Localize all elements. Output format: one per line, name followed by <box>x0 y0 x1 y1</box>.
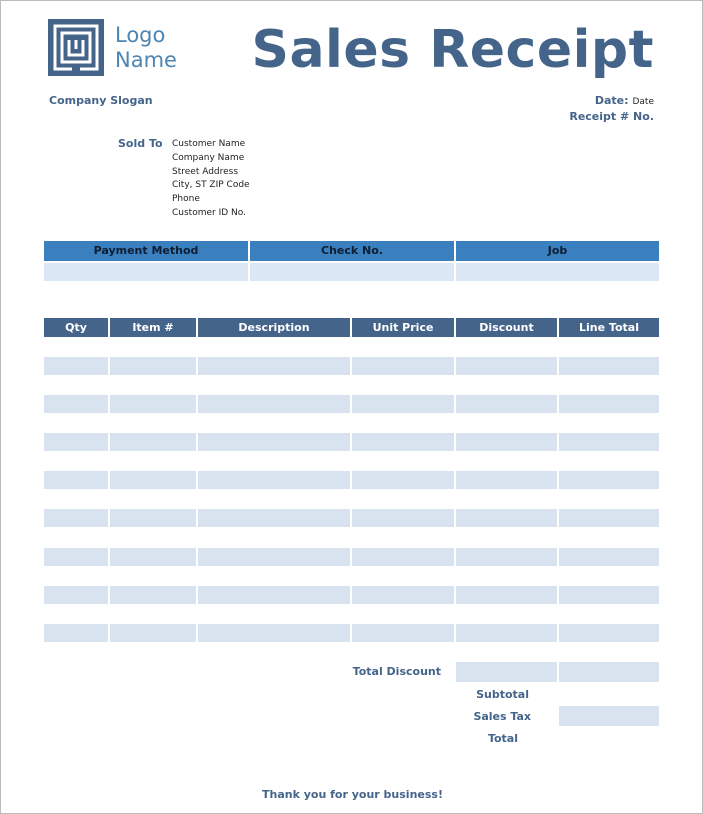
company-slogan: Company Slogan <box>49 94 153 107</box>
discount-cell[interactable] <box>456 548 557 566</box>
qty-header: Qty <box>44 318 108 337</box>
sold-to-label: Sold To <box>118 137 163 150</box>
subtotal-label: Subtotal <box>476 688 529 701</box>
logo-line-1: Logo <box>115 23 166 47</box>
total-label: Total <box>487 732 518 745</box>
description-cell[interactable] <box>198 433 350 451</box>
description-header: Description <box>198 318 350 337</box>
customer-name[interactable]: Customer Name <box>172 139 246 149</box>
description-cell[interactable] <box>198 357 350 375</box>
date-value[interactable]: Date <box>632 97 654 107</box>
check-no-cell[interactable] <box>250 263 454 281</box>
item-number-cell[interactable] <box>110 395 196 413</box>
sold-to-address <box>172 138 250 221</box>
payment-method-cell[interactable] <box>44 263 248 281</box>
qty-cell[interactable] <box>44 357 108 375</box>
description-cell[interactable] <box>198 548 350 566</box>
unit-price-cell[interactable] <box>352 471 454 489</box>
discount-cell[interactable] <box>456 586 557 604</box>
street-address[interactable]: Street Address <box>172 166 239 177</box>
payment-method-header: Payment Method <box>44 241 248 261</box>
discount-cell[interactable] <box>456 357 557 375</box>
date-label: Date: <box>594 94 629 107</box>
company-name[interactable]: Company Name <box>172 152 245 163</box>
receipt-number-label[interactable]: Receipt # No. <box>569 110 654 123</box>
check-no-header: Check No. <box>250 241 454 261</box>
qty-cell[interactable] <box>44 586 108 604</box>
total-discount-line-total-cell[interactable] <box>559 662 659 682</box>
description-cell[interactable] <box>198 471 350 489</box>
description-cell[interactable] <box>198 509 350 527</box>
job-cell[interactable] <box>456 263 659 281</box>
unit-price-header: Unit Price <box>352 318 454 337</box>
line-total-cell[interactable] <box>559 357 659 375</box>
unit-price-cell[interactable] <box>352 548 454 566</box>
item-number-cell[interactable] <box>110 471 196 489</box>
line-total-header: Line Total <box>559 318 659 337</box>
logo-name <box>115 23 177 73</box>
customer-id[interactable]: Customer ID No. <box>172 207 246 218</box>
phone[interactable]: Phone <box>172 194 200 205</box>
discount-cell[interactable] <box>456 624 557 642</box>
item-number-header: Item # <box>110 318 196 337</box>
job-header: Job <box>456 241 659 261</box>
qty-cell[interactable] <box>44 624 108 642</box>
unit-price-cell[interactable] <box>352 509 454 527</box>
item-number-cell[interactable] <box>110 509 196 527</box>
discount-cell[interactable] <box>456 433 557 451</box>
description-cell[interactable] <box>198 586 350 604</box>
unit-price-cell[interactable] <box>352 624 454 642</box>
line-total-cell[interactable] <box>559 509 659 527</box>
thank-you-message: Thank you for your business! <box>262 788 443 801</box>
description-cell[interactable] <box>198 395 350 413</box>
discount-cell[interactable] <box>456 395 557 413</box>
qty-cell[interactable] <box>44 509 108 527</box>
line-total-cell[interactable] <box>559 548 659 566</box>
unit-price-cell[interactable] <box>352 395 454 413</box>
item-number-cell[interactable] <box>110 624 196 642</box>
description-cell[interactable] <box>198 624 350 642</box>
page-title: Sales Receipt <box>251 20 654 80</box>
discount-cell[interactable] <box>456 471 557 489</box>
line-total-cell[interactable] <box>559 586 659 604</box>
qty-cell[interactable] <box>44 471 108 489</box>
qty-cell[interactable] <box>44 395 108 413</box>
item-number-cell[interactable] <box>110 586 196 604</box>
item-number-cell[interactable] <box>110 433 196 451</box>
total-discount-label: Total Discount <box>352 665 441 678</box>
qty-cell[interactable] <box>44 433 108 451</box>
unit-price-cell[interactable] <box>352 586 454 604</box>
city-state-zip[interactable]: City, ST ZIP Code <box>172 180 250 191</box>
sales-tax-cell[interactable] <box>559 706 659 726</box>
line-total-cell[interactable] <box>559 395 659 413</box>
item-number-cell[interactable] <box>110 548 196 566</box>
sales-tax-label: Sales Tax <box>473 710 531 723</box>
line-total-cell[interactable] <box>559 471 659 489</box>
unit-price-cell[interactable] <box>352 357 454 375</box>
date-row <box>595 94 654 107</box>
item-number-cell[interactable] <box>110 357 196 375</box>
line-total-cell[interactable] <box>559 624 659 642</box>
maze-logo-icon <box>48 19 104 76</box>
logo-line-2: Name <box>115 48 177 72</box>
total-discount-cell[interactable] <box>456 662 557 682</box>
line-total-cell[interactable] <box>559 433 659 451</box>
discount-cell[interactable] <box>456 509 557 527</box>
discount-header: Discount <box>456 318 557 337</box>
unit-price-cell[interactable] <box>352 433 454 451</box>
qty-cell[interactable] <box>44 548 108 566</box>
